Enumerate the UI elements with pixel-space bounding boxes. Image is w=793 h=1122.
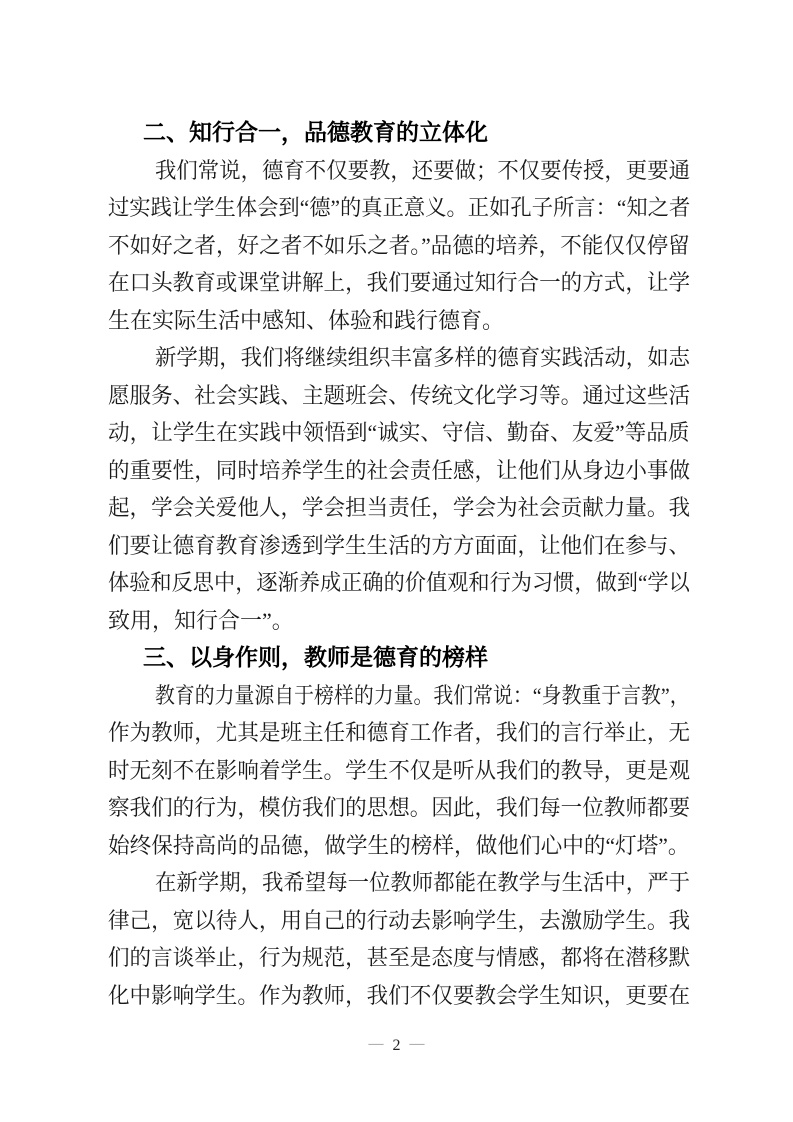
paragraph-line: 教育的力量源自于榜样的力量。我们常说：“身教重于言教”， xyxy=(155,682,690,708)
paragraph-line: 致用，知行合一”。 xyxy=(108,607,294,633)
paragraph-line: 律己，宽以待人，用自己的行动去影响学生，去激励学生。我 xyxy=(108,907,691,933)
paragraph-line: 新学期，我们将继续组织丰富多样的德育实践活动，如志 xyxy=(155,345,691,370)
paragraph-line: 我们常说，德育不仅要教，还要做；不仅要传授，更要通 xyxy=(155,157,691,183)
paragraph-line: 在口头教育或课堂讲解上，我们要通过知行合一的方式，让学 xyxy=(108,270,691,295)
paragraph-line: 的重要性，同时培养学生的社会责任感，让他们从身边小事做 xyxy=(108,457,691,483)
footer-dash-left: — xyxy=(368,1036,384,1052)
paragraph-line: 们要让德育教育渗透到学生生活的方方面面，让他们在参与、 xyxy=(108,532,691,558)
paragraph-line: 生在实际生活中感知、体验和践行德育。 xyxy=(108,307,505,333)
paragraph-line: 动，让学生在实践中领悟到“诚实、守信、勤奋、友爱”等品质 xyxy=(108,420,690,445)
paragraph-line: 在新学期，我希望每一位教师都能在教学与生活中，严于 xyxy=(155,870,691,895)
paragraph-line: 们的言谈举止，行为规范，甚至是态度与情感，都将在潜移默 xyxy=(108,945,691,970)
footer-dash-right: — xyxy=(409,1036,425,1052)
paragraph-line: 愿服务、社会实践、主题班会、传统文化学习等。通过这些活 xyxy=(108,382,691,408)
paragraph-line: 不如好之者，好之者不如乐之者。”品德的培养，不能仅仅停留 xyxy=(108,232,690,258)
paragraph-line: 时无刻不在影响着学生。学生不仅是听从我们的教导，更是观 xyxy=(108,757,691,783)
paragraph-line: 过实践让学生体会到“德”的真正意义。正如孔子所言：“知之者 xyxy=(108,195,691,220)
paragraph-line: 作为教师，尤其是班主任和德育工作者，我们的言行举止，无 xyxy=(108,720,691,745)
paragraph-line: 体验和反思中，逐渐养成正确的价值观和行为习惯，做到“学以 xyxy=(108,570,690,595)
paragraph-line: 始终保持高尚的品德，做学生的榜样，做他们心中的“灯塔”。 xyxy=(108,832,690,858)
section-heading: 三、以身作则，教师是德育的榜样 xyxy=(143,644,488,670)
page-number: 2 xyxy=(392,1037,401,1054)
page-footer xyxy=(0,1034,793,1058)
document-body xyxy=(108,114,690,1014)
paragraph-line: 起，学会关爱他人，学会担当责任，学会为社会贡献力量。我 xyxy=(108,495,691,520)
paragraph-line: 化中影响学生。作为教师，我们不仅要教会学生知识，更要在 xyxy=(108,982,691,1008)
section-heading: 二、知行合一，品德教育的立体化 xyxy=(143,119,488,145)
paragraph-line: 察我们的行为，模仿我们的思想。因此，我们每一位教师都要 xyxy=(108,795,691,820)
